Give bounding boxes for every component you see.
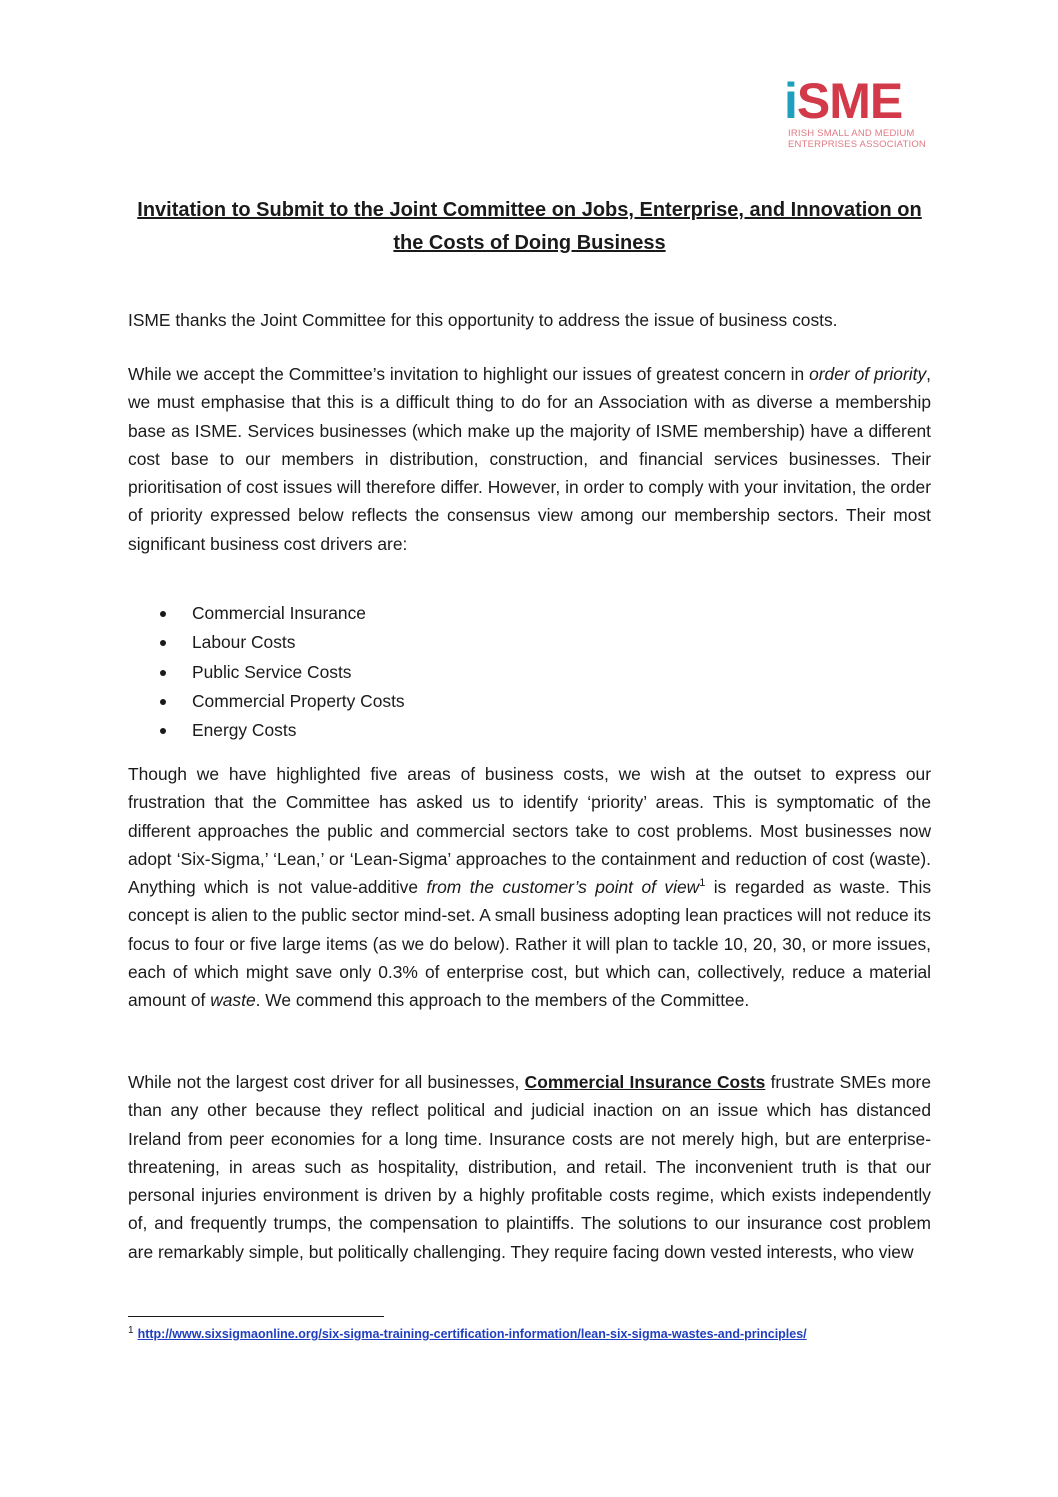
bullet-icon <box>160 699 166 705</box>
footnote-ref[interactable]: 1 <box>699 877 706 890</box>
cost-drivers-list <box>128 599 931 745</box>
list-item: Commercial Insurance <box>128 599 931 628</box>
bullet-icon <box>160 611 166 617</box>
list-item: Commercial Property Costs <box>128 687 931 716</box>
footnote-link[interactable]: http://www.sixsigmaonline.org/six-sigma-training-certification-information/lean-six-sigma-wastes-and-principles/ <box>137 1327 807 1342</box>
list-item: Energy Costs <box>128 716 931 745</box>
intro-paragraph: ISME thanks the Joint Committee for this opportunity to address the issue of business costs. <box>128 310 838 330</box>
list-item: Public Service Costs <box>128 658 931 687</box>
insurance-costs-heading: Commercial Insurance Costs <box>524 1072 766 1092</box>
insurance-paragraph: While not the largest cost driver for all businesses, Commercial Insurance Costs frustrate SMEs more than any other because they reflect political and judicial inaction on an issue which has distanced Ireland from peer economies for a long time. Insurance costs are not merely high, but are enterprise-threatening, in areas such as hospitality, distribution, and retail. The inconvenient truth is that our personal injuries environment is driven by a highly profitable costs regime, which exists independently of, and frequently trumps, the compensation to plaintiffs. The solutions to our insurance cost problem are remarkably simple, but politically challenging. They require facing down vested interests, who view <box>128 1072 931 1262</box>
lean-paragraph: Though we have highlighted five areas of business costs, we wish at the outset to express our frustration that the Committee has asked us to identify ‘priority’ areas. This is symptomatic of the different approaches the public and commercial sectors take to cost problems. Most businesses now adopt ‘Six-Sigma,’ ‘Lean,’ or ‘Lean-Sigma’ approaches to the containment and reduction of cost (waste). Anything which is not value-additive from the customer’s point of view$^1$ is regarded as waste. This concept is alien to the public sector mind-set. A small business adopting lean practices will not reduce its focus to four or five large items (as we do below). Rather it will plan to tackle 10, 20, 30, or more issues, each of which might save only 0.3% of enterprise cost, but which can, collectively, reduce a material amount of waste. We commend this approach to the members of the Committee. <box>128 764 932 1011</box>
bullet-icon <box>160 640 166 646</box>
bullet-icon <box>160 728 166 734</box>
isme-logo <box>784 73 929 156</box>
list-item: Labour Costs <box>128 628 931 657</box>
logo-wordmark: iSME <box>784 73 903 129</box>
footnote-divider <box>128 1316 384 1317</box>
logo-subtitle: IRISH SMALL AND MEDIUM ENTERPRISES ASSOCIATION <box>788 128 926 150</box>
footnote: $^1$ http://www.sixsigmaonline.org/six-sigma-training-certification-information/lean-six-sigma-wastes-and-principles/ <box>128 1325 807 1342</box>
document-title: Invitation to Submit to the Joint Committee on Jobs, Enterprise, and Innovation on the Costs of Doing Business <box>137 199 922 254</box>
bullet-icon <box>160 670 166 676</box>
priority-paragraph: While we accept the Committee’s invitation to highlight our issues of greatest concern in order of priority, we must emphasise that this is a difficult thing to do for an Association with as diverse a membership base as ISME. Services businesses (which make up the majority of ISME membership) have a different cost base to our members in distribution, construction, and financial services businesses. Their prioritisation of cost issues will therefore differ. However, in order to comply with your invitation, the order of priority expressed below reflects the consensus view among our membership sectors. Their most significant business cost drivers are: <box>128 364 931 554</box>
